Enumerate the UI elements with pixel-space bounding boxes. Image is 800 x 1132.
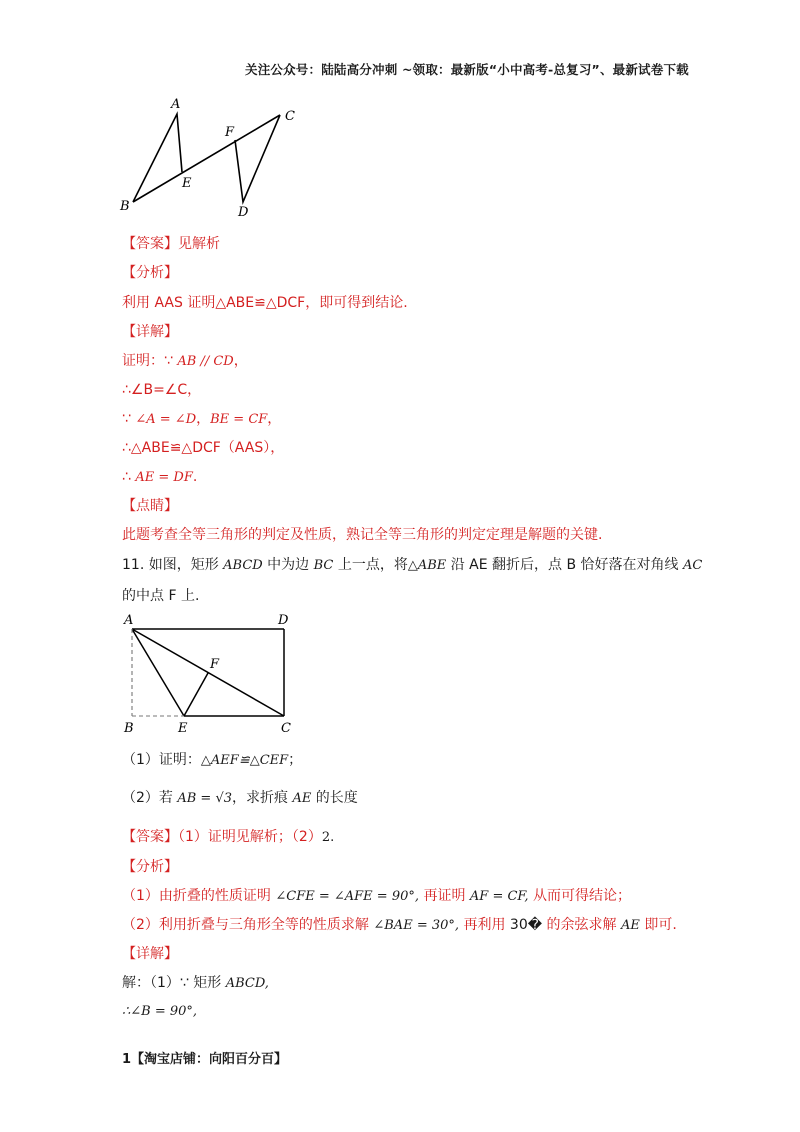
analysis2-text-d: 即可. [639,917,677,933]
stem-math-abcd: ABCD [223,558,263,573]
step3-math-2: BE = CF [210,412,268,427]
analysis2-text-c: 的余弦求解 [542,917,621,933]
step3-prefix: ∵ [122,411,136,427]
detail-tag: 【详解】 [122,324,178,340]
part2-math-ae: AE [292,791,312,806]
analysis2-math: ∠BAE = 30°, [373,918,460,933]
step1-suffix: ， [233,353,248,369]
label-c: C [281,721,291,736]
analysis1-math-2: AF = CF, [469,889,529,904]
page-footer: 1【淘宝店铺：向阳百分百】 [122,1052,288,1067]
proof-step-3 [122,409,281,430]
proof-step-4: ∴△ABE≌△DCF（AAS）， [122,440,285,456]
analysis-tag: 【分析】 [122,265,178,281]
step1-prefix: 证明：∵ [122,353,178,369]
label-e: E [182,176,192,191]
sol1-text: 解：（1）∵ 矩形 [122,975,226,991]
q11-answer-line [122,827,334,848]
triangle-abe [133,114,182,202]
stem-math-bc: BC [313,558,334,573]
answer-tag: 【答案】 [122,236,178,252]
step5-math: AE = DF [135,470,193,485]
answer-value: 2. [321,830,335,845]
step3-mid: ， [196,411,211,427]
step3-math-1: ∠A = ∠D [135,412,197,427]
label-b: B [124,721,134,736]
analysis-tag: 【分析】 [122,859,178,875]
label-e: E [178,721,188,736]
analysis-line-2 [122,915,677,936]
answer-text: （1）证明见解析；（2） [178,829,322,845]
segment-ef [184,673,208,716]
analysis1-math: ∠CFE = ∠AFE = 90°, [275,889,419,904]
step1-math: AB // CD [177,354,234,369]
part2-math: AB = √3 [177,791,233,806]
sol1-math: ABCD, [225,976,269,991]
part2-prefix: （2）若 [122,790,178,806]
label-d: D [238,205,249,220]
stem-text-d: 沿 AE 翻折后，点 B 恰好落在对角线 [446,557,684,573]
comment-tag: 【点睛】 [122,498,178,514]
proof-step-2: ∴∠B=∠C， [122,382,202,398]
analysis-text: 利用 AAS 证明△ABE≌△DCF，即可得到结论. [122,295,408,311]
q11-stem-line-1 [122,555,702,576]
answer-tag: 【答案】 [122,829,178,845]
label-b: B [120,199,130,214]
proof-step-1 [122,351,248,372]
part1-prefix: （1）证明： [122,752,201,768]
crease-ae [132,629,184,716]
q11-part-2 [122,788,358,809]
label-a: A [171,97,181,112]
label-f: F [225,125,235,140]
figure-1-diagram [115,92,305,222]
q10-answer-line [122,234,220,254]
proof-step-5 [122,467,197,488]
part1-suffix: ； [288,752,303,768]
stem-math-ac: AC [683,558,703,573]
solution-line-2 [122,1001,197,1022]
analysis1-text-a: （1）由折叠的性质证明 [122,888,276,904]
label-d: D [278,613,289,628]
step5-suffix: . [192,469,198,485]
answer-text: 见解析 [178,236,220,252]
step5-prefix: ∴ [122,469,136,485]
solution-line-1 [122,973,269,994]
page-header: 关注公众号：陆陆高分冲刺 ~领取：最新版“小中高考-总复习”、最新试卷下载 [245,62,689,77]
part2-suffix: 的长度 [311,790,358,806]
sol2-math: ∴∠B = 90°, [122,1004,198,1019]
comment-text: 此题考查全等三角形的判定及性质，熟记全等三角形的判定定理是解题的关键. [122,527,603,543]
q11-part-1 [122,750,302,771]
analysis1-text-c: 从而可得结论； [528,888,631,904]
stem-text-c: 上一点，将 [333,557,408,573]
analysis2-math-3: AE [621,918,640,933]
stem-text-a: 11. 如图，矩形 [122,557,224,573]
analysis2-math-2: 30� [509,917,543,933]
label-f: F [210,657,220,672]
stem-text-b: 中为边 [262,557,314,573]
diagonal-ac [132,629,284,716]
part2-mid: ，求折痕 [232,790,293,806]
step3-suffix: ， [267,411,282,427]
label-a: A [124,613,134,628]
figure-2-rectangle-diagram [118,612,300,740]
analysis2-text-a: （2）利用折叠与三角形全等的性质求解 [122,917,374,933]
stem-math-abe: △ABE [407,558,447,573]
analysis2-text-b: 再利用 [459,917,510,933]
part1-math: △AEF≌△CEF [200,753,289,768]
label-c: C [285,109,295,124]
analysis-line-1 [122,886,631,907]
detail-tag: 【详解】 [122,946,178,962]
analysis1-text-b: 再证明 [419,888,470,904]
q11-stem-line-2: 的中点 F 上. [122,588,200,604]
